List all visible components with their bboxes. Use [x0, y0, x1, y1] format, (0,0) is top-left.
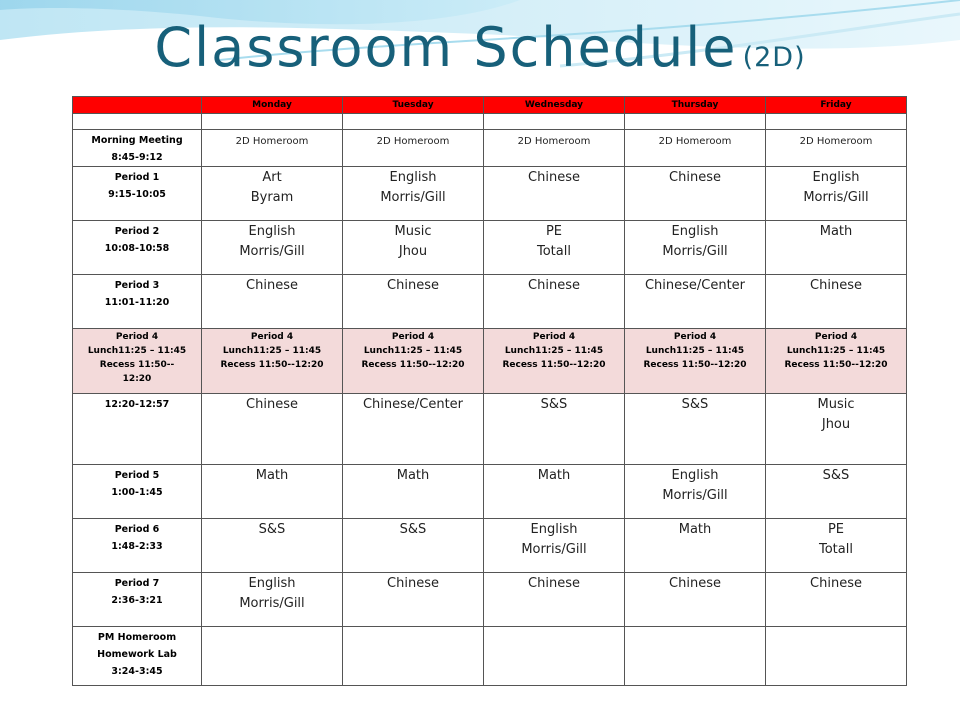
- class-cell-text: [343, 573, 483, 594]
- class-cell-text: [625, 275, 765, 296]
- time-label-text: [73, 329, 201, 386]
- class-cell: [484, 627, 625, 686]
- cell-line: Period 1: [114, 172, 160, 183]
- class-cell: [343, 394, 484, 465]
- cell-line: Math: [396, 468, 430, 483]
- class-cell-text: [766, 465, 906, 486]
- lunch-cell-text: [202, 329, 342, 372]
- class-cell: [202, 573, 343, 627]
- cell-line: Period 6: [114, 524, 160, 535]
- cell-line: S&S: [540, 397, 568, 412]
- class-cell: [202, 519, 343, 573]
- cell-line: Period 7: [114, 578, 160, 589]
- class-cell: [343, 167, 484, 221]
- lunch-cell: [625, 329, 766, 394]
- class-cell: [343, 519, 484, 573]
- cell-line: 1:00-1:45: [111, 487, 163, 498]
- cell-line: English: [812, 170, 860, 185]
- cell-line: Morris/Gill: [239, 596, 305, 611]
- cell-line: Recess 11:50--12:20: [220, 360, 324, 370]
- time-label-text: [73, 519, 201, 555]
- cell-line: Period 2: [114, 226, 160, 237]
- lunch-cell: [484, 329, 625, 394]
- time-label: [73, 275, 202, 329]
- cell-line: Morris/Gill: [380, 190, 446, 205]
- row-period: [73, 573, 907, 627]
- class-cell: [625, 519, 766, 573]
- cell-line: PE: [545, 224, 563, 239]
- blank-cell: [766, 114, 907, 130]
- time-label-text: [73, 167, 201, 203]
- class-cell-text: [766, 221, 906, 242]
- cell-line: 12:20: [122, 374, 152, 384]
- cell-line: Period 5: [114, 470, 160, 481]
- class-cell: [766, 465, 907, 519]
- lunch-cell: [343, 329, 484, 394]
- cell-line: Homework Lab: [97, 649, 177, 660]
- row-lunch: [73, 329, 907, 394]
- cell-line: Chinese: [528, 576, 580, 591]
- lunch-cell: [202, 329, 343, 394]
- cell-line: Recess 11:50--12:20: [643, 360, 747, 370]
- cell-line: 9:15-10:05: [108, 189, 166, 200]
- class-cell-text: [766, 167, 906, 208]
- cell-line: English: [671, 468, 719, 483]
- header-tuesday: Tuesday: [343, 97, 484, 114]
- class-cell: [766, 394, 907, 465]
- cell-line: Chinese: [528, 278, 580, 293]
- class-cell: [484, 130, 625, 167]
- time-label-text: [73, 627, 201, 680]
- class-cell-text: [202, 275, 342, 296]
- class-cell-text: 2D Homeroom: [658, 136, 732, 147]
- class-cell: [484, 394, 625, 465]
- class-cell-text: [766, 275, 906, 296]
- time-label: [73, 329, 202, 394]
- lunch-cell: [766, 329, 907, 394]
- class-cell: [766, 573, 907, 627]
- class-cell-text: [343, 275, 483, 296]
- cell-line: English: [530, 522, 578, 537]
- time-label: [73, 221, 202, 275]
- cell-line: Math: [819, 224, 853, 239]
- time-label: [73, 394, 202, 465]
- class-cell: [625, 465, 766, 519]
- cell-line: Math: [537, 468, 571, 483]
- cell-line: Music: [394, 224, 432, 239]
- class-cell-text: [202, 627, 342, 630]
- class-cell-text: [343, 221, 483, 262]
- class-cell-text: [484, 167, 624, 188]
- cell-line: Chinese/Center: [644, 278, 746, 293]
- class-cell: [343, 573, 484, 627]
- class-cell: [625, 275, 766, 329]
- class-cell-text: [202, 465, 342, 486]
- class-cell-text: [625, 465, 765, 506]
- class-cell: [202, 221, 343, 275]
- cell-line: Period 4: [673, 332, 717, 342]
- lunch-cell-text: [484, 329, 624, 372]
- cell-line: Chinese: [246, 278, 298, 293]
- cell-line: Art: [262, 170, 282, 185]
- cell-line: Lunch11:25 – 11:45: [87, 346, 187, 356]
- cell-line: Music: [817, 397, 855, 412]
- header-corner: [73, 97, 202, 114]
- cell-line: English: [248, 224, 296, 239]
- cell-line: Recess 11:50--12:20: [502, 360, 606, 370]
- cell-line: Lunch11:25 – 11:45: [504, 346, 604, 356]
- class-cell: [484, 465, 625, 519]
- cell-line: S&S: [681, 397, 709, 412]
- cell-line: Period 4: [391, 332, 435, 342]
- class-cell: [202, 275, 343, 329]
- cell-line: Period 4: [814, 332, 858, 342]
- class-cell-text: [766, 394, 906, 435]
- cell-line: Chinese: [669, 170, 721, 185]
- time-label: [73, 573, 202, 627]
- blank-cell: [625, 114, 766, 130]
- schedule-body: [73, 114, 907, 686]
- class-cell: [484, 519, 625, 573]
- class-cell: [343, 221, 484, 275]
- class-cell-text: [625, 627, 765, 630]
- class-cell: [343, 130, 484, 167]
- class-cell: [766, 221, 907, 275]
- class-cell: [202, 167, 343, 221]
- lunch-cell-text: [766, 329, 906, 372]
- class-cell-text: [625, 519, 765, 540]
- cell-line: Morris/Gill: [803, 190, 869, 205]
- row-period: [73, 519, 907, 573]
- cell-line: S&S: [399, 522, 427, 537]
- cell-line: Lunch11:25 – 11:45: [222, 346, 322, 356]
- cell-line: Jhou: [821, 417, 851, 432]
- class-cell-text: [625, 394, 765, 415]
- cell-line: Recess 11:50--12:20: [361, 360, 465, 370]
- class-cell-text: [766, 519, 906, 560]
- class-cell-text: [484, 394, 624, 415]
- class-cell: [625, 130, 766, 167]
- class-cell-text: [766, 573, 906, 594]
- time-label-text: [73, 465, 201, 501]
- time-label: [73, 167, 202, 221]
- row-pm-homeroom: [73, 627, 907, 686]
- schedule-table: [72, 96, 907, 686]
- cell-line: Lunch11:25 – 11:45: [363, 346, 463, 356]
- cell-line: PM Homeroom: [97, 632, 177, 643]
- class-cell-text: [343, 627, 483, 630]
- cell-line: Morris/Gill: [662, 244, 728, 259]
- cell-line: 2:36-3:21: [111, 595, 163, 606]
- class-cell-text: 2D Homeroom: [517, 136, 591, 147]
- page-title: [0, 16, 960, 79]
- row-morning-meeting: [73, 130, 907, 167]
- cell-line: Morris/Gill: [662, 488, 728, 503]
- cell-line: Chinese: [669, 576, 721, 591]
- class-cell-text: [343, 465, 483, 486]
- class-cell-text: [484, 627, 624, 630]
- time-label-text: [73, 275, 201, 311]
- cell-line: 10:08-10:58: [104, 243, 170, 254]
- cell-line: Chinese: [246, 397, 298, 412]
- cell-line: 8:45-9:12: [111, 152, 163, 163]
- class-cell-text: 2D Homeroom: [235, 136, 309, 147]
- cell-line: 11:01-11:20: [104, 297, 170, 308]
- class-cell: [202, 394, 343, 465]
- class-cell: [625, 167, 766, 221]
- cell-line: S&S: [258, 522, 286, 537]
- row-period: [73, 221, 907, 275]
- time-label: [73, 465, 202, 519]
- cell-line: Chinese: [387, 278, 439, 293]
- header-monday: Monday: [202, 97, 343, 114]
- cell-line: Byram: [250, 190, 294, 205]
- cell-line: Math: [678, 522, 712, 537]
- class-cell: [766, 167, 907, 221]
- class-cell: [484, 275, 625, 329]
- header-thursday: Thursday: [625, 97, 766, 114]
- class-cell-text: [202, 573, 342, 614]
- cell-line: Recess 11:50--: [99, 360, 175, 370]
- cell-line: Morris/Gill: [521, 542, 587, 557]
- class-cell: [202, 627, 343, 686]
- cell-line: Period 3: [114, 280, 160, 291]
- class-cell-text: [202, 167, 342, 208]
- cell-line: Period 4: [250, 332, 294, 342]
- time-label-text: [73, 221, 201, 257]
- lunch-cell-text: [625, 329, 765, 372]
- class-cell: [625, 221, 766, 275]
- time-label: [73, 627, 202, 686]
- class-cell-text: [766, 627, 906, 630]
- header-wednesday: Wednesday: [484, 97, 625, 114]
- cell-line: Morris/Gill: [239, 244, 305, 259]
- header-row: [73, 97, 907, 114]
- class-cell: [484, 573, 625, 627]
- cell-line: Chinese: [528, 170, 580, 185]
- header-friday: Friday: [766, 97, 907, 114]
- cell-line: 3:24-3:45: [111, 666, 163, 677]
- row-period: [73, 465, 907, 519]
- class-cell-text: [343, 167, 483, 208]
- class-cell: [343, 627, 484, 686]
- lunch-cell-text: [343, 329, 483, 372]
- class-cell: [625, 394, 766, 465]
- class-cell-text: [202, 221, 342, 262]
- cell-line: PE: [827, 522, 845, 537]
- class-cell-text: [484, 519, 624, 560]
- class-cell-text: [484, 465, 624, 486]
- class-cell-text: [343, 394, 483, 415]
- cell-line: Period 4: [532, 332, 576, 342]
- cell-line: Lunch11:25 – 11:45: [645, 346, 745, 356]
- class-cell: [343, 275, 484, 329]
- time-label-text: [73, 573, 201, 609]
- cell-line: English: [248, 576, 296, 591]
- time-label-text: [73, 130, 201, 166]
- class-cell: [202, 465, 343, 519]
- class-cell: [766, 627, 907, 686]
- title-main: Classroom Schedule: [154, 16, 738, 79]
- blank-row: [73, 114, 907, 130]
- cell-line: Chinese: [387, 576, 439, 591]
- cell-line: Chinese/Center: [362, 397, 464, 412]
- class-cell: [625, 627, 766, 686]
- cell-line: Math: [255, 468, 289, 483]
- cell-line: Lunch11:25 – 11:45: [786, 346, 886, 356]
- row-period: [73, 394, 907, 465]
- row-period: [73, 167, 907, 221]
- class-cell-text: [625, 167, 765, 188]
- class-cell-text: [625, 573, 765, 594]
- class-cell: [484, 167, 625, 221]
- time-label: [73, 130, 202, 167]
- cell-line: English: [671, 224, 719, 239]
- blank-cell: [484, 114, 625, 130]
- row-period: [73, 275, 907, 329]
- blank-cell: [343, 114, 484, 130]
- cell-line: Period 4: [115, 332, 159, 342]
- class-cell-text: 2D Homeroom: [376, 136, 450, 147]
- title-subtitle: (2D): [742, 42, 806, 73]
- class-cell-text: [202, 394, 342, 415]
- class-cell-text: [484, 573, 624, 594]
- blank-cell: [202, 114, 343, 130]
- class-cell-text: 2D Homeroom: [799, 136, 873, 147]
- class-cell-text: [202, 519, 342, 540]
- class-cell: [625, 573, 766, 627]
- class-cell-text: [343, 519, 483, 540]
- cell-line: Totall: [819, 542, 853, 557]
- cell-line: English: [389, 170, 437, 185]
- cell-line: Chinese: [810, 278, 862, 293]
- class-cell: [202, 130, 343, 167]
- class-cell-text: [625, 221, 765, 262]
- cell-line: 1:48-2:33: [111, 541, 163, 552]
- class-cell-text: [484, 221, 624, 262]
- cell-line: S&S: [822, 468, 850, 483]
- cell-line: Totall: [537, 244, 571, 259]
- class-cell: [766, 519, 907, 573]
- blank-cell: [73, 114, 202, 130]
- class-cell: [766, 130, 907, 167]
- cell-line: 12:20-12:57: [104, 399, 170, 410]
- class-cell: [343, 465, 484, 519]
- time-label-text: [73, 394, 201, 413]
- cell-line: Chinese: [810, 576, 862, 591]
- class-cell-text: [484, 275, 624, 296]
- class-cell: [766, 275, 907, 329]
- cell-line: Jhou: [398, 244, 428, 259]
- class-cell: [484, 221, 625, 275]
- cell-line: Recess 11:50--12:20: [784, 360, 888, 370]
- cell-line: Morning Meeting: [91, 135, 183, 146]
- time-label: [73, 519, 202, 573]
